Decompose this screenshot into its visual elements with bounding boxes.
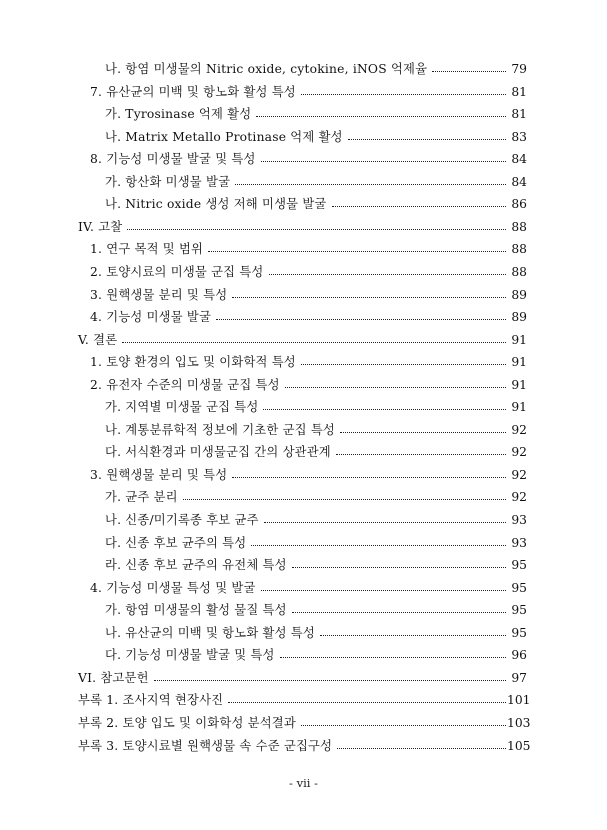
toc-entry-page: 88 bbox=[511, 242, 527, 257]
toc-entry bbox=[0, 464, 527, 486]
toc-entry-page: 95 bbox=[511, 580, 527, 595]
toc-entry-page: 84 bbox=[511, 152, 527, 167]
toc-entry-label: 가. 지역별 미생물 군집 특성 bbox=[105, 400, 259, 415]
toc-entry-label: 가. 항산화 미생물 발굴 bbox=[105, 174, 231, 189]
dot-leader bbox=[337, 747, 506, 749]
toc-entry bbox=[0, 735, 531, 757]
toc-entry bbox=[0, 396, 527, 418]
toc-entry-label: VI. 참고문헌 bbox=[78, 670, 149, 685]
dot-leader bbox=[301, 363, 506, 365]
toc-entry bbox=[0, 284, 527, 306]
toc-entry-page: 105 bbox=[507, 738, 531, 753]
dot-leader bbox=[320, 634, 506, 636]
toc-entry-label: V. 결론 bbox=[78, 332, 118, 347]
toc-entry-page: 92 bbox=[511, 467, 527, 482]
toc-entry bbox=[0, 216, 527, 238]
toc-entry-page: 84 bbox=[511, 174, 527, 189]
toc-entry bbox=[0, 126, 527, 148]
toc-entry bbox=[0, 103, 527, 125]
toc-entry-page: 91 bbox=[511, 355, 527, 370]
toc-entry-page: 93 bbox=[511, 535, 527, 550]
dot-leader bbox=[154, 679, 506, 681]
dot-leader bbox=[232, 296, 506, 298]
toc-entry bbox=[0, 193, 527, 215]
dot-leader bbox=[348, 138, 506, 140]
toc-entry-label: 나. 유산균의 미백 및 항노화 활성 특성 bbox=[105, 625, 315, 640]
dot-leader bbox=[292, 611, 506, 613]
toc-entry bbox=[0, 419, 527, 441]
toc-entry-page: 91 bbox=[511, 332, 527, 347]
dot-leader bbox=[432, 70, 506, 72]
toc-entry bbox=[0, 554, 527, 576]
dot-leader bbox=[235, 183, 506, 185]
toc-entry-label: 3. 원핵생물 분리 및 특성 bbox=[90, 467, 228, 482]
toc-entry-page: 103 bbox=[507, 715, 531, 730]
toc-entry-label: 나. Nitric oxide 생성 저해 미생물 발굴 bbox=[105, 197, 327, 212]
toc-entry bbox=[0, 329, 527, 351]
toc-entry-page: 97 bbox=[511, 670, 527, 685]
toc-entry-page: 95 bbox=[511, 558, 527, 573]
toc-entry-label: 2. 토양시료의 미생물 군집 특성 bbox=[90, 264, 264, 279]
toc-entry-label: 가. 항염 미생물의 활성 물질 특성 bbox=[105, 603, 287, 618]
toc-entry-label: 4. 기능성 미생물 발굴 bbox=[90, 310, 212, 325]
toc-entry-page: 101 bbox=[507, 693, 531, 708]
dot-leader bbox=[122, 341, 506, 343]
dot-leader bbox=[301, 93, 506, 95]
dot-leader bbox=[280, 656, 506, 658]
dot-leader bbox=[183, 498, 506, 500]
toc-entry-label: 부록 1. 조사지역 현장사진 bbox=[78, 693, 224, 708]
toc-entry bbox=[0, 532, 527, 554]
toc-entry-page: 91 bbox=[511, 377, 527, 392]
toc-entry-page: 92 bbox=[511, 445, 527, 460]
dot-leader bbox=[251, 544, 506, 546]
toc-entry bbox=[0, 306, 527, 328]
toc-entry-label: 가. Tyrosinase 억제 활성 bbox=[105, 107, 252, 122]
toc-entry bbox=[0, 261, 527, 283]
toc-entry bbox=[0, 486, 527, 508]
dot-leader bbox=[261, 160, 506, 162]
toc-entry-label: 나. 항염 미생물의 Nitric oxide, cytokine, iNOS 억제율 bbox=[105, 62, 428, 76]
toc-entry-page: 81 bbox=[511, 107, 527, 122]
dot-leader bbox=[340, 431, 506, 433]
toc-entry bbox=[0, 622, 527, 644]
toc-entry-label: 다. 서식환경과 미생물군집 간의 상관관계 bbox=[105, 445, 331, 460]
toc-entry bbox=[0, 577, 527, 599]
dot-leader bbox=[292, 566, 506, 568]
dot-leader bbox=[216, 318, 506, 320]
toc-entry-page: 89 bbox=[511, 287, 527, 302]
toc-entry-label: 라. 신종 후보 균주의 유전체 특성 bbox=[105, 558, 287, 573]
dot-leader bbox=[301, 724, 506, 726]
toc-entry-label: 7. 유산균의 미백 및 항노화 활성 특성 bbox=[90, 84, 296, 99]
toc-entry-page: 95 bbox=[511, 603, 527, 618]
toc-entry-label: 1. 연구 목적 및 범위 bbox=[90, 242, 204, 257]
toc-entry-label: 8. 기능성 미생물 발굴 및 특성 bbox=[90, 152, 256, 167]
toc-entry-label: 부록 3. 토양시료별 원핵생물 속 수준 군집구성 bbox=[78, 738, 333, 753]
toc-entry-page: 91 bbox=[511, 400, 527, 415]
toc-entry bbox=[0, 667, 527, 689]
toc-entry bbox=[0, 351, 527, 373]
dot-leader bbox=[263, 408, 506, 410]
toc-entry bbox=[0, 171, 527, 193]
toc-entry-page: 96 bbox=[511, 648, 527, 663]
toc-entry bbox=[0, 374, 527, 396]
toc-entry bbox=[0, 644, 527, 666]
toc-entry-page: 88 bbox=[511, 264, 527, 279]
toc-entry bbox=[0, 81, 527, 103]
toc-entry-page: 83 bbox=[511, 129, 527, 144]
dot-leader bbox=[228, 701, 506, 703]
dot-leader bbox=[261, 589, 506, 591]
toc-entry-page: 92 bbox=[511, 490, 527, 505]
toc-entry-page: 86 bbox=[511, 197, 527, 212]
dot-leader bbox=[232, 476, 506, 478]
dot-leader bbox=[264, 521, 506, 523]
toc-entry-page: 93 bbox=[511, 513, 527, 527]
toc-entry bbox=[0, 238, 527, 260]
dot-leader bbox=[269, 273, 506, 275]
toc-entry bbox=[0, 148, 527, 170]
toc-entry bbox=[0, 712, 531, 734]
toc-entry-label: 나. 계통분류학적 정보에 기초한 군집 특성 bbox=[105, 422, 335, 437]
dot-leader bbox=[208, 250, 506, 252]
toc-entry-label: 2. 유전자 수준의 미생물 군집 특성 bbox=[90, 377, 280, 392]
toc-entry-label: 가. 균주 분리 bbox=[105, 490, 178, 505]
toc-entry bbox=[0, 509, 527, 531]
toc-entry-page: 95 bbox=[511, 625, 527, 640]
dot-leader bbox=[127, 228, 506, 230]
toc-entry bbox=[0, 58, 527, 80]
dot-leader bbox=[285, 386, 506, 388]
toc-entry-page: 89 bbox=[511, 310, 527, 325]
toc-entry-label: 부록 2. 토양 입도 및 이화학성 분석결과 bbox=[78, 715, 296, 730]
toc-entry-label: 3. 원핵생물 분리 및 특성 bbox=[90, 287, 228, 302]
page-number-footer: - vii - bbox=[289, 776, 318, 790]
toc-entry-label: 1. 토양 환경의 입도 및 이화학적 특성 bbox=[90, 355, 296, 370]
toc-entry bbox=[0, 599, 527, 621]
toc-entry-page: 88 bbox=[511, 219, 527, 234]
toc-entry-label: 다. 신종 후보 균주의 특성 bbox=[105, 535, 247, 550]
toc-entry-label: 나. Matrix Metallo Protinase 억제 활성 bbox=[105, 129, 343, 144]
toc-entry-page: 81 bbox=[511, 84, 527, 99]
dot-leader bbox=[332, 205, 506, 207]
toc-entry-label: IV. 고찰 bbox=[78, 219, 123, 234]
toc-entry-page: 79 bbox=[511, 62, 527, 76]
toc-entry bbox=[0, 689, 531, 711]
toc-entry-label: 4. 기능성 미생물 특성 및 발굴 bbox=[90, 580, 256, 595]
dot-leader bbox=[336, 453, 506, 455]
toc-entry-label: 나. 신종/미기록종 후보 균주 bbox=[105, 513, 259, 527]
toc-entry-label: 다. 기능성 미생물 발굴 및 특성 bbox=[105, 648, 275, 663]
dot-leader bbox=[256, 115, 506, 117]
toc-entry bbox=[0, 441, 527, 463]
toc-entry-page: 92 bbox=[511, 422, 527, 437]
